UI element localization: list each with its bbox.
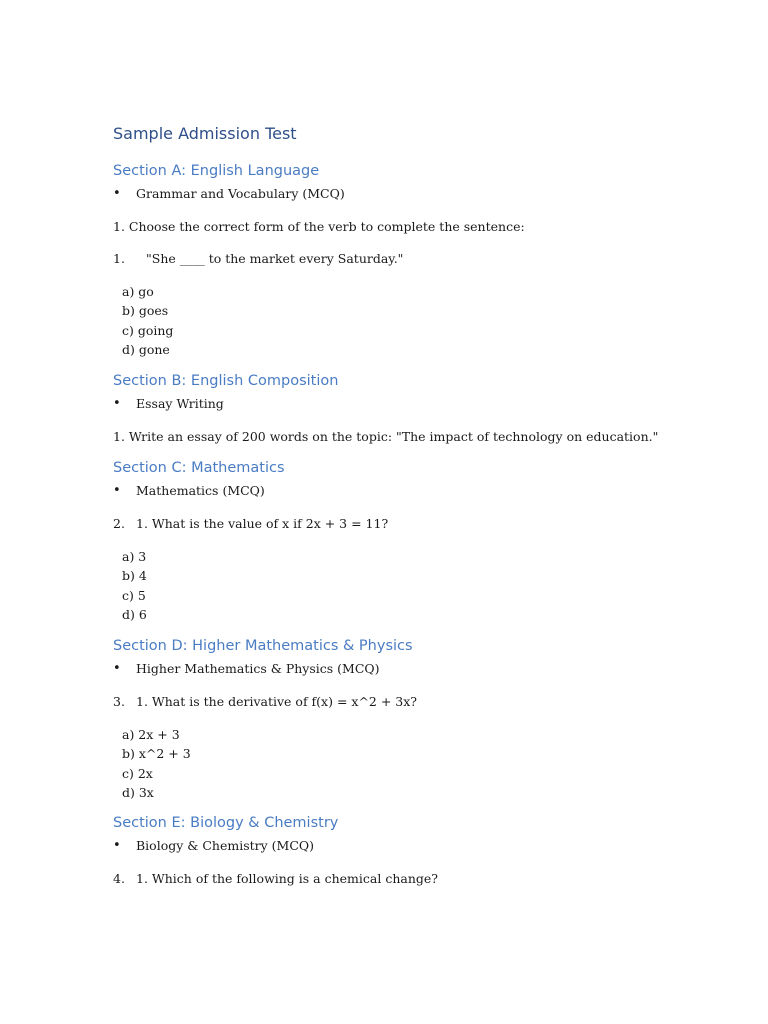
question-number: 2.: [113, 516, 125, 531]
question-text: 1. What is the derivative of f(x) = x^2 + 3x?: [136, 694, 417, 709]
question-number: 1.: [113, 251, 125, 266]
option-item: a) 2x + 3: [122, 727, 180, 742]
option-item: c) 2x: [122, 765, 153, 781]
option-item: d) 6: [122, 606, 147, 622]
option-item: b) x^2 + 3: [122, 746, 191, 762]
question-text: 1. What is the value of x if 2x + 3 = 11?: [136, 516, 389, 531]
option-item: d) 3x: [122, 784, 154, 800]
option-item: d) gone: [122, 341, 170, 357]
bullet-text: Essay Writing: [136, 396, 224, 411]
section-a-instruction: 1. Choose the correct form of the verb to complete the sentence:: [113, 219, 525, 234]
section-d-options: [122, 725, 191, 802]
section-a-heading: Section A: English Language: [113, 163, 320, 179]
section-b-heading: Section B: English Composition: [113, 373, 339, 389]
section-e-heading: Section E: Biology & Chemistry: [113, 815, 339, 831]
option-item: a) go: [122, 284, 154, 299]
bullet-text: Biology & Chemistry (MCQ): [136, 838, 315, 853]
bullet-icon: •: [113, 661, 121, 676]
bullet-text: Higher Mathematics & Physics (MCQ): [136, 661, 380, 676]
question-number: 3.: [113, 694, 125, 709]
section-c-options: [122, 547, 147, 624]
question-text: 1. Which of the following is a chemical change?: [136, 871, 438, 886]
question-number: 4.: [113, 871, 125, 886]
section-a-options: [122, 282, 173, 359]
option-item: b) 4: [122, 568, 147, 584]
bullet-icon: •: [113, 483, 121, 498]
option-item: c) 5: [122, 587, 146, 603]
option-item: a) 3: [122, 549, 147, 564]
option-item: b) goes: [122, 303, 169, 319]
option-item: c) going: [122, 322, 174, 338]
bullet-text: Grammar and Vocabulary (MCQ): [136, 186, 345, 201]
document-title: Sample Admission Test: [113, 124, 297, 143]
bullet-icon: •: [113, 838, 121, 853]
bullet-icon: •: [113, 396, 121, 411]
section-b-instruction: 1. Write an essay of 200 words on the topic: "The impact of technology on education.": [113, 429, 659, 444]
bullet-icon: •: [113, 186, 121, 201]
bullet-text: Mathematics (MCQ): [136, 483, 265, 498]
section-d-heading: Section D: Higher Mathematics & Physics: [113, 638, 413, 654]
question-text: "She ____ to the market every Saturday.": [146, 251, 404, 266]
section-c-heading: Section C: Mathematics: [113, 460, 285, 476]
